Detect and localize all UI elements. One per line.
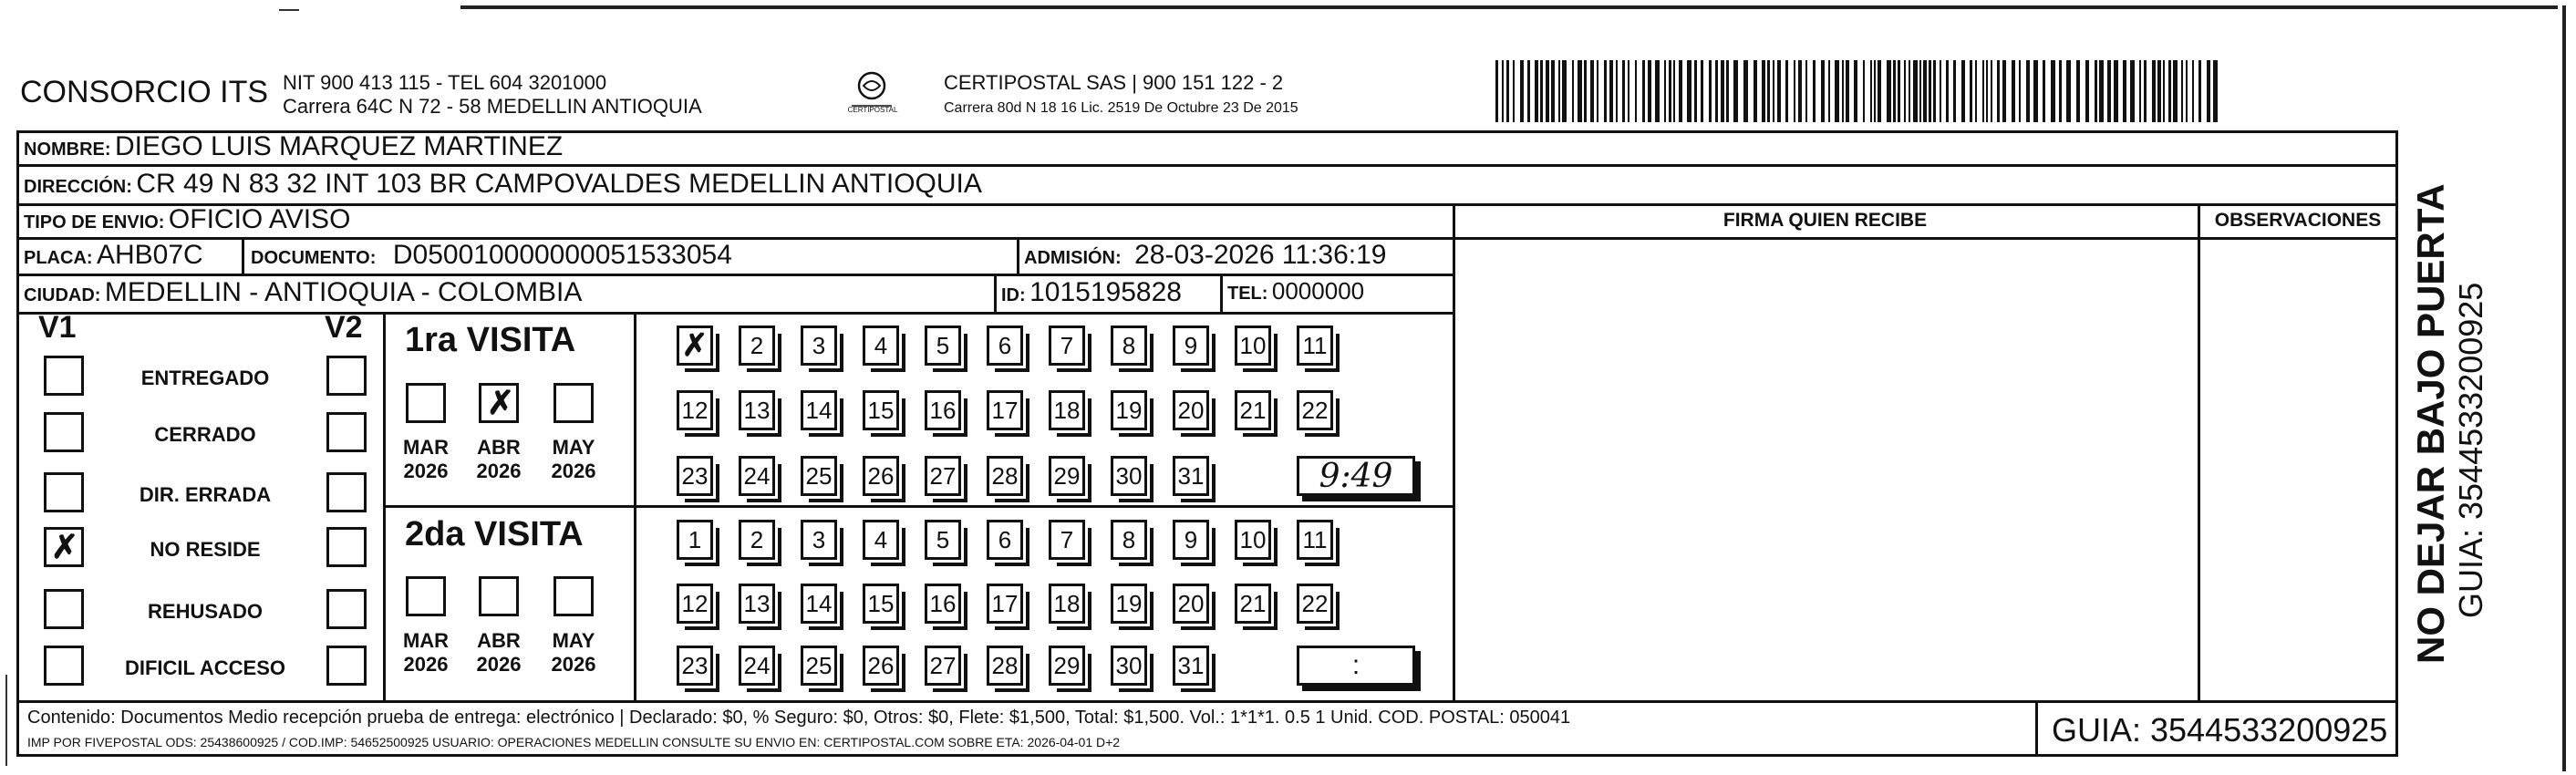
barcode-bar bbox=[1982, 60, 1984, 122]
footer-guia: GUIA: 3544533200925 bbox=[2052, 711, 2388, 749]
barcode-bar bbox=[1946, 60, 1949, 122]
admision-cell bbox=[1024, 240, 1386, 271]
barcode-bar bbox=[1863, 60, 1865, 122]
barcode-bar bbox=[1887, 60, 1891, 122]
direccion-label: DIRECCIÓN: bbox=[24, 177, 132, 197]
barcode-bar bbox=[1694, 60, 1697, 122]
second-visit-day-23[interactable]: 23 bbox=[677, 646, 713, 686]
second-visit-time[interactable]: : bbox=[1297, 646, 1415, 686]
barcode-bar bbox=[2144, 60, 2147, 122]
barcode-bar bbox=[1701, 60, 1703, 122]
barcode-bar bbox=[2033, 60, 2038, 122]
v2-checkbox-5[interactable] bbox=[326, 589, 367, 629]
nombre-row bbox=[24, 131, 563, 162]
barcode-bar bbox=[1961, 60, 1965, 122]
second-visit-day-19[interactable]: 19 bbox=[1111, 584, 1147, 624]
barcode-bar bbox=[1874, 60, 1876, 122]
second-visit-day-7[interactable]: 7 bbox=[1049, 520, 1085, 560]
second-visit-day-5[interactable]: 5 bbox=[925, 520, 961, 560]
barcode-bar bbox=[2066, 60, 2071, 122]
tipo-label: TIPO DE ENVIO: bbox=[24, 212, 165, 232]
documento-label: DOCUMENTO: bbox=[251, 248, 377, 268]
first-visit-day-13[interactable]: 13 bbox=[739, 390, 775, 430]
first-visit-day-7[interactable]: 7 bbox=[1049, 326, 1085, 366]
barcode-bar bbox=[1854, 60, 1857, 122]
second-visit-day-18[interactable]: 18 bbox=[1049, 584, 1085, 624]
first-visit-time[interactable]: 9:49 bbox=[1297, 456, 1415, 496]
tel-cell bbox=[1227, 277, 1364, 305]
status-label: DIR. ERRADA bbox=[139, 483, 272, 506]
second-visit-day-24[interactable]: 24 bbox=[739, 646, 775, 686]
barcode-bar bbox=[2207, 60, 2210, 122]
company-nit: NIT 900 413 115 - TEL 604 3201000 bbox=[283, 71, 607, 94]
year-label: 2026 bbox=[551, 460, 596, 482]
first-visit-day-31[interactable]: 31 bbox=[1173, 456, 1209, 496]
barcode-bar bbox=[2157, 60, 2161, 122]
barcode-bar bbox=[1628, 60, 1629, 122]
second-visit-day-2[interactable]: 2 bbox=[739, 520, 775, 560]
second-visit-day-9[interactable]: 9 bbox=[1173, 520, 1209, 560]
barcode-bar bbox=[1655, 60, 1660, 122]
barcode-bar bbox=[1970, 60, 1972, 122]
second-visit-day-29[interactable]: 29 bbox=[1049, 646, 1085, 686]
barcode-bar bbox=[2173, 60, 2178, 122]
second-visit-day-8[interactable]: 8 bbox=[1111, 520, 1147, 560]
year-label: 2026 bbox=[476, 653, 522, 676]
barcode-bar bbox=[1604, 60, 1607, 122]
barcode-bar bbox=[2051, 60, 2055, 122]
company-address: Carrera 64C N 72 - 58 MEDELLIN ANTIOQUIA bbox=[283, 95, 702, 118]
barcode-bar bbox=[2107, 60, 2111, 122]
year-label: 2026 bbox=[403, 653, 449, 676]
barcode-bar bbox=[2114, 60, 2118, 122]
first-visit-title: 1ra VISITA bbox=[405, 321, 576, 359]
year-label: 2026 bbox=[551, 653, 596, 676]
ciudad-label: CIUDAD: bbox=[24, 285, 101, 305]
barcode-bar bbox=[1551, 60, 1555, 122]
tel-value: 0000000 bbox=[1271, 277, 1365, 305]
first-visit-day-21[interactable]: 21 bbox=[1235, 390, 1271, 430]
status-label: ENTREGADO bbox=[140, 367, 270, 389]
barcode-bar bbox=[1767, 60, 1770, 122]
carrier-name: CERTIPOSTAL SAS | 900 151 122 - 2 bbox=[944, 71, 1284, 94]
second-visit-day-4[interactable]: 4 bbox=[863, 520, 899, 560]
nombre-label: NOMBRE: bbox=[24, 140, 111, 160]
status-label: REHUSADO bbox=[148, 600, 263, 623]
carrier-address: Carrera 80d N 18 16 Lic. 2519 De Octubre 23 De 2015 bbox=[944, 100, 1298, 116]
footer-imp: IMP POR FIVEPOSTAL ODS: 25438600925 / COD.IMP: 54652500925 USUARIO: OPERACIONES MEDELLIN CONSULTE SU ENVIO EN: CERTIPOSTAL.COM SOBRE ETA: 2026-04-01 D+2 bbox=[27, 735, 1121, 749]
barcode-bar bbox=[2139, 60, 2141, 122]
barcode-bar bbox=[2002, 60, 2006, 122]
v2-checkbox-1[interactable] bbox=[326, 356, 367, 396]
barcode-bar bbox=[1813, 60, 1816, 122]
first-visit-day-9[interactable]: 9 bbox=[1173, 326, 1209, 366]
barcode-bar bbox=[2163, 60, 2165, 122]
first-visit-day-2[interactable]: 2 bbox=[739, 326, 775, 366]
top-border-line bbox=[460, 5, 2558, 9]
first-visit-day-19[interactable]: 19 bbox=[1111, 390, 1147, 430]
barcode-bar bbox=[1546, 60, 1549, 122]
v2-checkbox-6[interactable] bbox=[326, 646, 367, 686]
first-visit-day-24[interactable]: 24 bbox=[739, 456, 775, 496]
v1-checkbox-4[interactable] bbox=[44, 527, 84, 567]
barcode-bar bbox=[1590, 60, 1594, 122]
v1-checkbox-6[interactable] bbox=[44, 646, 84, 686]
barcode-bar bbox=[1535, 60, 1538, 122]
barcode-bar bbox=[2019, 60, 2021, 122]
left-edge-line bbox=[5, 675, 7, 766]
firma-header: FIRMA QUIEN RECIBE bbox=[1723, 210, 1928, 231]
second-visit-day-30[interactable]: 30 bbox=[1111, 646, 1147, 686]
barcode-bar bbox=[1558, 60, 1560, 122]
barcode-bar bbox=[1622, 60, 1625, 122]
barcode-bar bbox=[1609, 60, 1613, 122]
barcode-bar bbox=[1929, 60, 1931, 122]
first-visit-day-5[interactable]: 5 bbox=[925, 326, 961, 366]
status-label: CERRADO bbox=[154, 423, 256, 446]
month-label: MAY bbox=[552, 436, 595, 459]
barcode-bar bbox=[2152, 60, 2156, 122]
second-visit-day-20[interactable]: 20 bbox=[1173, 584, 1209, 624]
month-checkbox-mar[interactable] bbox=[406, 383, 446, 423]
admision-value: 28-03-2026 11:36:19 bbox=[1134, 240, 1387, 270]
first-visit-day-27[interactable]: 27 bbox=[925, 456, 961, 496]
barcode-bar bbox=[1835, 60, 1839, 122]
first-visit-day-23[interactable]: 23 bbox=[677, 456, 713, 496]
barcode-bar bbox=[1893, 60, 1896, 122]
second-visit-day-1[interactable]: 1 bbox=[677, 520, 713, 560]
status-label: NO RESIDE bbox=[150, 538, 261, 561]
v2-header: V2 bbox=[325, 310, 363, 345]
direccion-row bbox=[24, 169, 982, 200]
v2-checkbox-3[interactable] bbox=[326, 472, 367, 512]
side-warning: NO DEJAR BAJO PUERTA bbox=[2409, 183, 2452, 664]
second-visit-day-11[interactable]: 11 bbox=[1297, 520, 1333, 560]
id-label: ID: bbox=[1001, 285, 1026, 305]
second-visit-day-15[interactable]: 15 bbox=[863, 584, 899, 624]
documento-value: D050010000000051533054 bbox=[392, 240, 732, 270]
month-label: MAR bbox=[402, 629, 450, 652]
barcode-bar bbox=[1878, 60, 1881, 122]
tipo-row bbox=[24, 204, 350, 235]
barcode-bar bbox=[2043, 60, 2045, 122]
second-visit-day-31[interactable]: 31 bbox=[1173, 646, 1209, 686]
second-visit-title: 2da VISITA bbox=[405, 515, 584, 553]
v1-header: V1 bbox=[38, 310, 77, 345]
first-visit-day-6[interactable]: 6 bbox=[987, 326, 1023, 366]
first-visit-day-10[interactable]: 10 bbox=[1235, 326, 1271, 366]
second-visit-day-21[interactable]: 21 bbox=[1235, 584, 1271, 624]
barcode-bar bbox=[1913, 60, 1918, 122]
v2-checkbox-4[interactable] bbox=[326, 527, 367, 567]
placa-label: PLACA: bbox=[24, 248, 93, 268]
footer-contenido: Contenido: Documentos Medio recepción prueba de entrega: electrónico | Declarado: $0, % Seguro: $0, Otros: $0, Flete: $1,500, Total: $1,500. Vol.: 1*1*1. 0.5 1 Unid. COD. POSTAL: 050041 bbox=[27, 708, 1571, 728]
month-label: MAY bbox=[552, 629, 595, 652]
barcode-bar bbox=[1597, 60, 1598, 122]
second-visit-day-27[interactable]: 27 bbox=[925, 646, 961, 686]
barcode-bar bbox=[1919, 60, 1921, 122]
documento-cell bbox=[251, 240, 732, 271]
first-visit-day-1[interactable]: ✗ bbox=[677, 326, 713, 366]
barcode-bar bbox=[2059, 60, 2062, 122]
barcode-bar bbox=[1669, 60, 1671, 122]
barcode-bar bbox=[1540, 60, 1543, 122]
barcode-bar bbox=[2085, 60, 2089, 122]
placa-cell bbox=[24, 240, 203, 271]
tipo-value: OFICIO AVISO bbox=[168, 204, 351, 234]
barcode-bar bbox=[1798, 60, 1802, 122]
second-visit-day-14[interactable]: 14 bbox=[801, 584, 837, 624]
barcode-bar bbox=[1562, 60, 1567, 122]
barcode-bar bbox=[2026, 60, 2030, 122]
first-visit-day-30[interactable]: 30 bbox=[1111, 456, 1147, 496]
month-checkbox-abr[interactable] bbox=[479, 576, 519, 616]
barcode-bar bbox=[1673, 60, 1675, 122]
barcode-bar bbox=[1709, 60, 1712, 122]
barcode-bar bbox=[1909, 60, 1910, 122]
barcode-bar bbox=[1821, 60, 1825, 122]
barcode-bar bbox=[1762, 60, 1765, 122]
barcode-bar bbox=[1870, 60, 1872, 122]
barcode-bar bbox=[1991, 60, 1992, 122]
month-checkbox-mar[interactable] bbox=[406, 576, 446, 616]
barcode-bar bbox=[1616, 60, 1618, 122]
barcode-bar bbox=[1904, 60, 1906, 122]
second-visit-day-17[interactable]: 17 bbox=[987, 584, 1023, 624]
second-visit-day-22[interactable]: 22 bbox=[1297, 584, 1333, 624]
first-visit-day-15[interactable]: 15 bbox=[863, 390, 899, 430]
second-visit-day-16[interactable]: 16 bbox=[925, 584, 961, 624]
second-visit-day-26[interactable]: 26 bbox=[863, 646, 899, 686]
company-name: CONSORCIO ITS bbox=[20, 75, 269, 109]
id-value: 1015195828 bbox=[1029, 277, 1182, 307]
right-border-line bbox=[2562, 5, 2566, 771]
barcode-bar bbox=[1805, 60, 1807, 122]
side-guia: GUIA: 3544533200925 bbox=[2452, 282, 2489, 618]
barcode-bar bbox=[1642, 60, 1645, 122]
month-label: ABR bbox=[477, 436, 521, 459]
barcode-bar bbox=[2123, 60, 2126, 122]
barcode-bar bbox=[1794, 60, 1795, 122]
direccion-value: CR 49 N 83 32 INT 103 BR CAMPOVALDES MEDELLIN ANTIOQUIA bbox=[136, 169, 982, 199]
barcode-bar bbox=[2130, 60, 2135, 122]
barcode-bar bbox=[1754, 60, 1757, 122]
barcode-bar bbox=[1828, 60, 1830, 122]
barcode-bar bbox=[2076, 60, 2080, 122]
second-visit-day-28[interactable]: 28 bbox=[987, 646, 1023, 686]
ciudad-value: MEDELLIN - ANTIOQUIA - COLOMBIA bbox=[104, 277, 583, 307]
tel-label: TEL: bbox=[1227, 284, 1268, 304]
barcode bbox=[1495, 60, 2220, 122]
barcode-bar bbox=[1584, 60, 1587, 122]
top-mark bbox=[279, 9, 299, 11]
first-visit-day-12[interactable]: 12 bbox=[677, 390, 713, 430]
first-visit-day-14[interactable]: 14 bbox=[801, 390, 837, 430]
v1-checkbox-5[interactable] bbox=[44, 589, 84, 629]
barcode-bar bbox=[1502, 60, 1504, 122]
barcode-bar bbox=[2099, 60, 2104, 122]
first-visit-day-18[interactable]: 18 bbox=[1049, 390, 1085, 430]
barcode-bar bbox=[1578, 60, 1582, 122]
barcode-bar bbox=[1986, 60, 1988, 122]
barcode-bar bbox=[1721, 60, 1724, 122]
first-visit-day-16[interactable]: 16 bbox=[925, 390, 961, 430]
barcode-bar bbox=[2095, 60, 2097, 122]
first-visit-day-3[interactable]: 3 bbox=[801, 326, 837, 366]
v1-checkbox-2[interactable] bbox=[44, 412, 84, 452]
first-visit-day-22[interactable]: 22 bbox=[1297, 390, 1333, 430]
check-mark-icon: ✗ bbox=[487, 384, 515, 421]
first-visit-day-8[interactable]: 8 bbox=[1111, 326, 1147, 366]
barcode-bar bbox=[1572, 60, 1574, 122]
barcode-bar bbox=[1520, 60, 1524, 122]
barcode-bar bbox=[1898, 60, 1900, 122]
barcode-bar bbox=[2186, 60, 2188, 122]
barcode-bar bbox=[1785, 60, 1788, 122]
check-mark-icon: ✗ bbox=[51, 528, 79, 565]
barcode-bar bbox=[1664, 60, 1666, 122]
admision-label: ADMISIÓN: bbox=[1024, 248, 1122, 268]
first-visit-day-28[interactable]: 28 bbox=[987, 456, 1023, 496]
barcode-bar bbox=[1733, 60, 1738, 122]
month-label: MAR bbox=[402, 436, 450, 459]
first-visit-day-4[interactable]: 4 bbox=[863, 326, 899, 366]
barcode-bar bbox=[1635, 60, 1637, 122]
nombre-value: DIEGO LUIS MARQUEZ MARTINEZ bbox=[115, 131, 564, 161]
first-visit-day-17[interactable]: 17 bbox=[987, 390, 1023, 430]
barcode-bar bbox=[1777, 60, 1781, 122]
barcode-bar bbox=[2192, 60, 2194, 122]
barcode-bar bbox=[1679, 60, 1682, 122]
month-checkbox-may[interactable] bbox=[553, 576, 594, 616]
first-visit-day-29[interactable]: 29 bbox=[1049, 456, 1085, 496]
second-visit-day-6[interactable]: 6 bbox=[987, 520, 1023, 560]
barcode-bar bbox=[1975, 60, 1977, 122]
barcode-bar bbox=[2198, 60, 2201, 122]
barcode-bar bbox=[1842, 60, 1844, 122]
carrier-logo-text: CERTIPOSTAL bbox=[847, 106, 898, 114]
id-cell bbox=[1001, 277, 1182, 308]
placa-value: AHB07C bbox=[97, 240, 203, 270]
barcode-bar bbox=[1715, 60, 1718, 122]
barcode-bar bbox=[1495, 60, 1498, 122]
month-checkbox-abr[interactable] bbox=[479, 383, 519, 423]
barcode-bar bbox=[1953, 60, 1956, 122]
month-checkbox-may[interactable] bbox=[553, 383, 594, 423]
month-label: ABR bbox=[477, 629, 521, 652]
barcode-bar bbox=[2213, 60, 2218, 122]
barcode-bar bbox=[1726, 60, 1729, 122]
barcode-bar bbox=[1940, 60, 1941, 122]
status-label: DIFICIL ACCESO bbox=[124, 656, 285, 679]
barcode-bar bbox=[2181, 60, 2183, 122]
second-visit-day-12[interactable]: 12 bbox=[677, 584, 713, 624]
barcode-bar bbox=[1933, 60, 1936, 122]
barcode-bar bbox=[1513, 60, 1515, 122]
barcode-bar bbox=[1743, 60, 1748, 122]
barcode-bar bbox=[1923, 60, 1927, 122]
first-visit-day-25[interactable]: 25 bbox=[801, 456, 837, 496]
barcode-bar bbox=[2012, 60, 2015, 122]
second-visit-day-25[interactable]: 25 bbox=[801, 646, 837, 686]
v1-checkbox-3[interactable] bbox=[44, 472, 84, 512]
ciudad-cell bbox=[24, 277, 582, 308]
barcode-bar bbox=[1506, 60, 1509, 122]
v2-checkbox-2[interactable] bbox=[326, 412, 367, 452]
first-visit-day-20[interactable]: 20 bbox=[1173, 390, 1209, 430]
barcode-bar bbox=[1687, 60, 1691, 122]
second-visit-day-10[interactable]: 10 bbox=[1235, 520, 1271, 560]
second-visit-day-3[interactable]: 3 bbox=[801, 520, 837, 560]
year-label: 2026 bbox=[403, 460, 449, 482]
barcode-bar bbox=[2168, 60, 2171, 122]
barcode-bar bbox=[1527, 60, 1530, 122]
first-visit-day-11[interactable]: 11 bbox=[1297, 326, 1333, 366]
v1-checkbox-1[interactable] bbox=[44, 356, 84, 396]
first-visit-day-26[interactable]: 26 bbox=[863, 456, 899, 496]
barcode-bar bbox=[1773, 60, 1774, 122]
barcode-bar bbox=[1997, 60, 2000, 122]
second-visit-day-13[interactable]: 13 bbox=[739, 584, 775, 624]
side-text bbox=[2410, 153, 2501, 664]
barcode-bar bbox=[1648, 60, 1651, 122]
observaciones-header: OBSERVACIONES bbox=[2214, 210, 2382, 231]
barcode-bar bbox=[1846, 60, 1849, 122]
year-label: 2026 bbox=[476, 460, 522, 482]
